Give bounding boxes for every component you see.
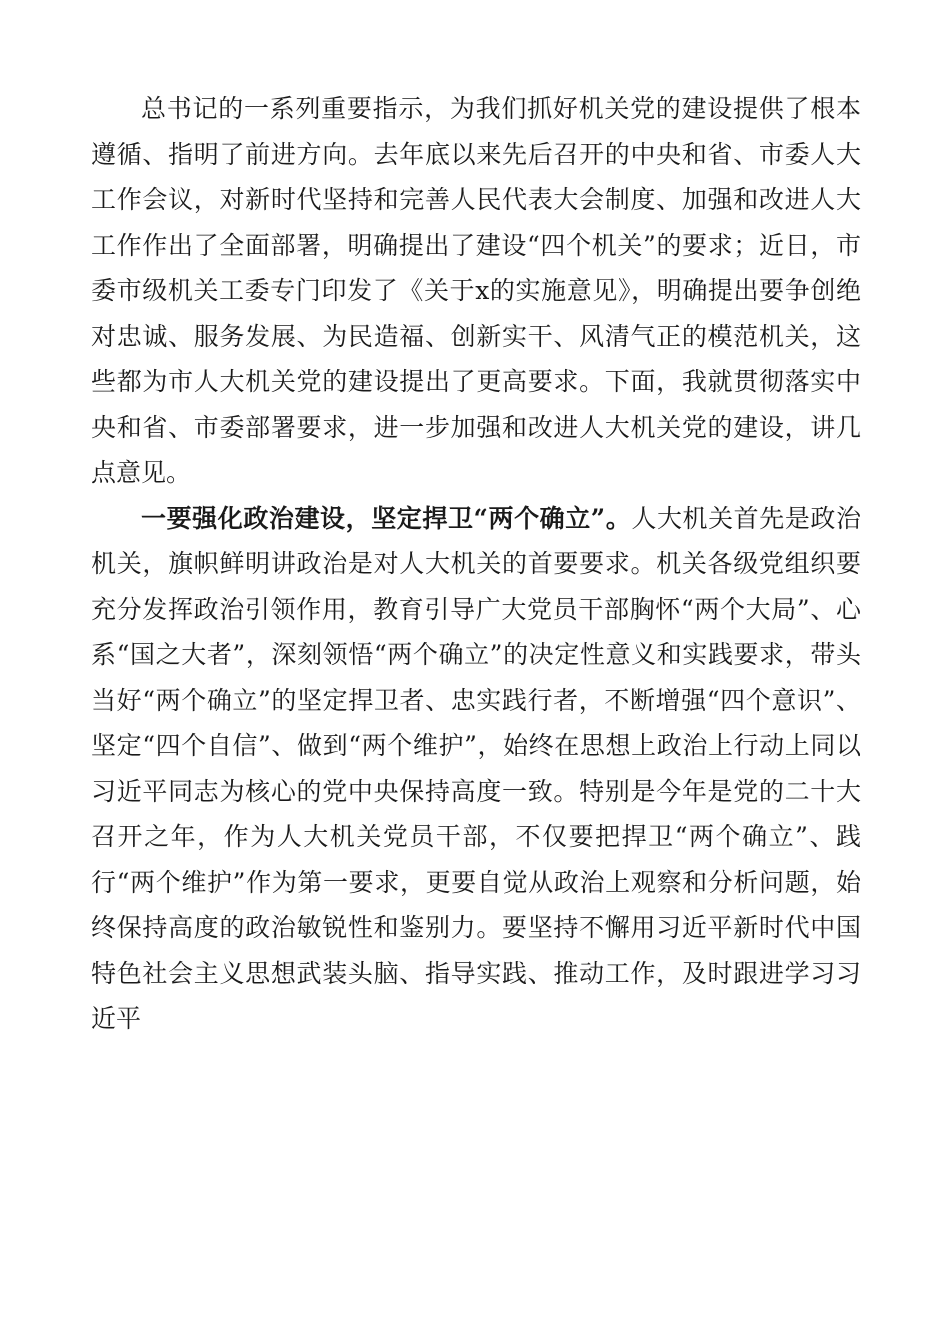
paragraph-heading-bold: 一要强化政治建设，坚定捍卫“两个确立”。 (141, 503, 632, 533)
paragraph-political-construction (91, 496, 861, 1042)
paragraph-intro (91, 86, 861, 496)
paragraph-intro-text: 总书记的一系列重要指示，为我们抓好机关党的建设提供了根本遵循、指明了前进方向。去年底以来先后召开的中央和省、市委人大工作会议，对新时代坚持和完善人民代表大会制度、加强和改进人大工作作出了全面部署，明确提出了建设“四个机关”的要求；近日，市委市级机关工委专门印发了《关于x的实施意见》，明确提出要争创绝对忠诚、服务发展、为民造福、创新实干、风清气正的模范机关，这些都为市人大机关党的建设提出了更高要求。下面，我就贯彻落实中央和省、市委部署要求，进一步加强和改进人大机关党的建设，讲几点意见。 (91, 94, 861, 487)
paragraph-political-construction-text: 人大机关首先是政治机关，旗帜鲜明讲政治是对人大机关的首要要求。机关各级党组织要充分发挥政治引领作用，教育引导广大党员干部胸怀“两个大局”、心系“国之大者”，深刻领悟“两个确立”的决定性意义和实践要求，带头当好“两个确立”的坚定捍卫者、忠实践行者，不断增强“四个意识”、坚定“四个自信”、做到“两个维护”，始终在思想上政治上行动上同以习近平同志为核心的党中央保持高度一致。特别是今年是党的二十大召开之年，作为人大机关党员干部，不仅要把捍卫“两个确立”、践行“两个维护”作为第一要求，更要自觉从政治上观察和分析问题，始终保持高度的政治敏锐性和鉴别力。要坚持不懈用习近平新时代中国特色社会主义思想武装头脑、指导实践、推动工作，及时跟进学习习近平 (91, 503, 861, 1033)
document-body (91, 86, 861, 1042)
